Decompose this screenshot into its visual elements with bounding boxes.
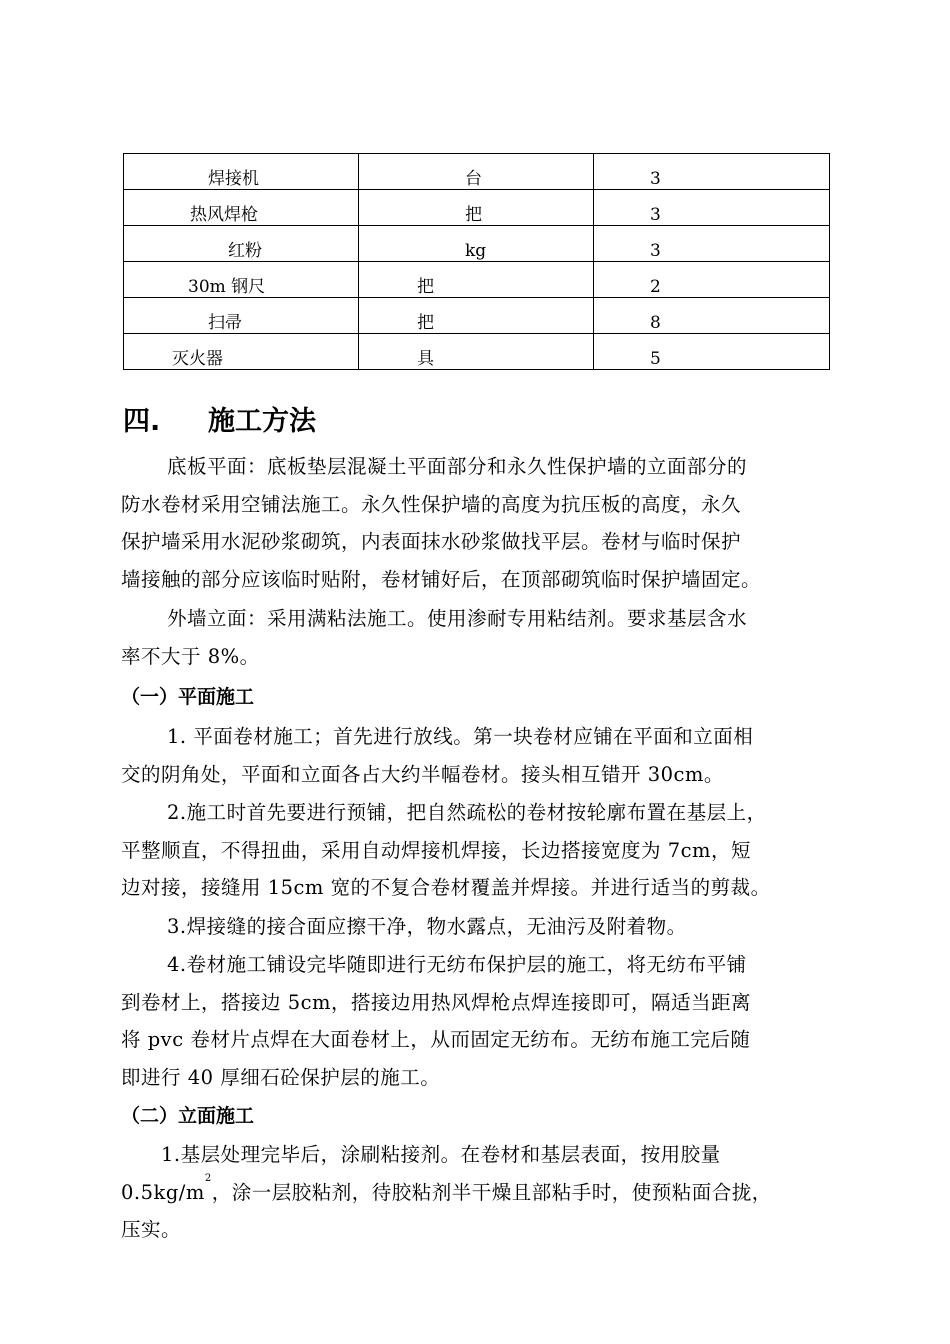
table-row [124,262,830,298]
equipment-qty: 2 [594,262,830,298]
text-line: 3.焊接缝的接合面应擦干净，物水露点，无油污及附着物。 [167,915,687,938]
equipment-qty: 3 [594,226,830,262]
text-segment: 0.5kg/m [121,1180,205,1204]
section-heading [123,404,316,440]
text-line: 率不大于 8%。 [121,644,260,668]
text-segment: ，涂一层胶粘剂，待胶粘剂半干燥且部粘手时，使预粘面合拢， [211,1180,772,1204]
equipment-name: 焊接机 [124,154,359,190]
equipment-qty: 3 [594,190,830,226]
text-line: 防水卷材采用空铺法施工。永久性保护墙的高度为抗压板的高度，永久 [121,492,742,516]
text-line: 平整顺直，不得扭曲，采用自动焊接机焊接，长边搭接宽度为 7cm，短 [121,838,752,862]
equipment-unit: 把 [359,262,594,298]
equipment-table [123,153,830,370]
subsection-title-plane: （一）平面施工 [121,686,255,708]
equipment-unit: 具 [359,334,594,370]
superscript: 2 [204,1172,212,1184]
equipment-name: 灭火器 [124,334,359,370]
vertical-item-1 [121,1136,833,1249]
text-line: 到卷材上，搭接边 5cm，搭接边用热风焊枪点焊连接即可，隔适当距离 [121,990,752,1014]
equipment-qty: 8 [594,298,830,334]
plane-item-1 [121,718,833,793]
equipment-name: 30m 钢尺 [124,262,359,298]
text-line: 4.卷材施工铺设完毕随即进行无纺布保护层的施工，将无纺布平铺 [167,953,747,976]
paragraph-floor-plane [121,448,833,598]
text-line: 墙接触的部分应该临时贴附，卷材铺好后，在顶部砌筑临时保护墙固定。 [121,567,762,591]
plane-item-2 [121,794,833,907]
equipment-qty: 5 [594,334,830,370]
text-line: 2.施工时首先要进行预铺，把自然疏松的卷材按轮廓布置在基层上， [167,801,767,824]
table-row [124,190,830,226]
equipment-unit: 把 [359,298,594,334]
text-line [121,1174,833,1212]
text-line: 1.基层处理完毕后，涂刷粘接剂。在卷材和基层表面，按用胶量 [161,1143,721,1166]
equipment-unit: kg [359,226,594,262]
equipment-qty: 3 [594,154,830,190]
table-row [124,298,830,334]
text-line: 保护墙采用水泥砂浆砌筑，内表面抹水砂浆做找平层。卷材与临时保护 [121,530,742,553]
equipment-unit: 台 [359,154,594,190]
section-title: 施工方法 [208,406,316,437]
text-line: 底板平面：底板垫层混凝土平面部分和永久性保护墙的立面部分的 [167,455,748,478]
text-line: 1. 平面卷材施工；首先进行放线。第一块卷材应铺在平面和立面相 [167,725,754,748]
table-row [124,154,830,190]
paragraph-exterior-wall [121,600,833,675]
section-number: 四. [123,406,161,437]
text-line: 将 pvc 卷材片点焊在大面卷材上，从而固定无纺布。无纺布施工完后随 [121,1028,751,1051]
table-row [124,226,830,262]
plane-item-4 [121,946,833,1096]
text-line: 即进行 40 厚细石砼保护层的施工。 [121,1065,441,1089]
text-line: 边对接，接缝用 15cm 宽的不复合卷材覆盖并焊接。并进行适当的剪裁。 [121,876,771,899]
text-line: 压实。 [121,1218,182,1241]
plane-item-3 [121,908,833,946]
text-line: 外墙立面：采用满粘法施工。使用渗耐专用粘结剂。要求基层含水 [167,607,748,630]
equipment-name: 热风焊枪 [124,190,359,226]
equipment-unit: 把 [359,190,594,226]
equipment-name: 红粉 [124,226,359,262]
equipment-name: 扫帚 [124,298,359,334]
text-line: 交的阴角处，平面和立面各占大约半幅卷材。接头相互错开 30cm。 [121,762,724,786]
table-row [124,334,830,370]
subsection-title-vertical: （二）立面施工 [121,1105,255,1127]
